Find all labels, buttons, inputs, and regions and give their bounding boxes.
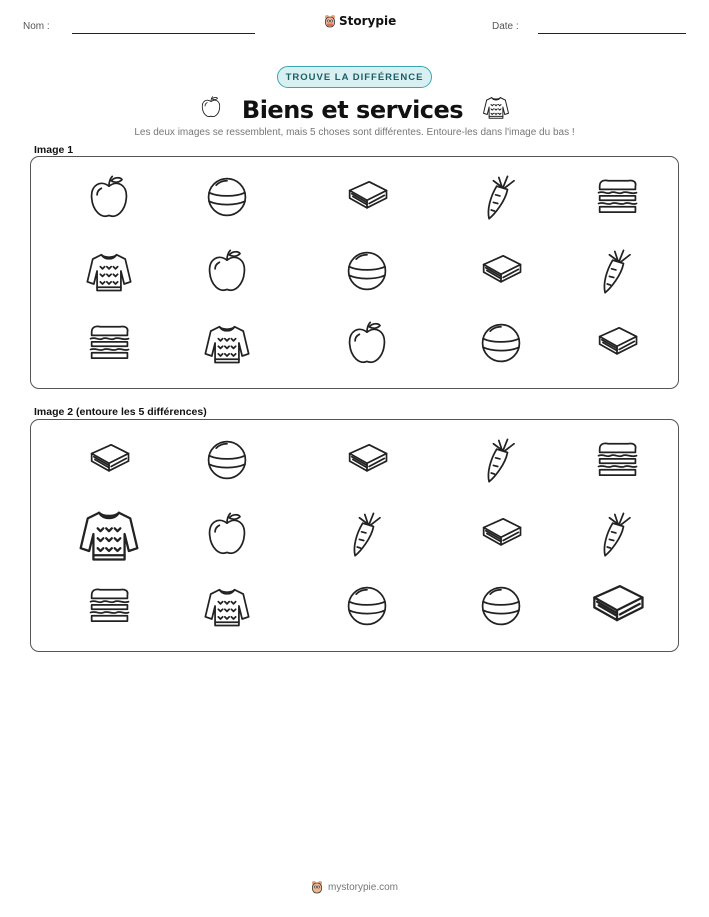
image2-ball-icon[interactable] bbox=[201, 434, 253, 486]
footer bbox=[0, 880, 709, 894]
footer-url[interactable]: mystorypie.com bbox=[327, 881, 398, 893]
image1-label: Image 1 bbox=[34, 144, 74, 156]
image2-carrot-icon[interactable] bbox=[591, 508, 643, 560]
image1-ball-icon bbox=[341, 245, 393, 297]
image1-ball-icon bbox=[201, 171, 253, 223]
image1-apple-icon bbox=[83, 171, 135, 223]
image1-sweater-icon bbox=[83, 245, 135, 297]
storypie-mascot-icon bbox=[324, 14, 336, 28]
image2-book-icon[interactable] bbox=[341, 434, 393, 486]
page-title: Biens et services bbox=[241, 95, 464, 124]
image1-ball-icon bbox=[475, 317, 527, 369]
image2-sandwich-icon[interactable] bbox=[83, 580, 135, 632]
image2-apple-icon[interactable] bbox=[201, 508, 253, 560]
image1-sweater-icon bbox=[201, 317, 253, 369]
image1-apple-icon bbox=[341, 317, 393, 369]
image1-panel bbox=[30, 156, 679, 389]
brand-name: Storypie bbox=[339, 14, 397, 28]
image2-sweater-icon[interactable] bbox=[201, 580, 253, 632]
image2-sweater-icon[interactable] bbox=[75, 500, 143, 568]
image2-carrot-icon[interactable] bbox=[475, 434, 527, 486]
name-label: Nom : bbox=[23, 21, 50, 32]
brand-logo bbox=[324, 14, 396, 28]
image1-sandwich-icon bbox=[591, 171, 643, 223]
date-label: Date : bbox=[492, 21, 519, 32]
image2-carrot-icon[interactable] bbox=[341, 508, 393, 560]
name-line[interactable] bbox=[72, 33, 255, 34]
sweater-icon bbox=[481, 92, 511, 127]
image1-carrot-icon bbox=[591, 245, 643, 297]
image2-ball-icon[interactable] bbox=[341, 580, 393, 632]
image1-apple-icon bbox=[201, 245, 253, 297]
activity-badge: TROUVE LA DIFFÉRENCE bbox=[277, 66, 432, 88]
image1-book-icon bbox=[341, 171, 393, 223]
title-row bbox=[0, 92, 709, 127]
image2-book-icon[interactable] bbox=[475, 508, 527, 560]
storypie-mascot-icon bbox=[311, 880, 323, 894]
image2-book-icon[interactable] bbox=[83, 434, 135, 486]
image1-book-icon bbox=[591, 317, 643, 369]
image2-sandwich-icon[interactable] bbox=[591, 434, 643, 486]
instructions: Les deux images se ressemblent, mais 5 choses sont différentes. Entoure-les dans l'image du bas ! bbox=[134, 127, 575, 138]
image2-panel[interactable] bbox=[30, 419, 679, 652]
apple-icon bbox=[198, 94, 224, 125]
date-line[interactable] bbox=[538, 33, 686, 34]
image1-sandwich-icon bbox=[83, 317, 135, 369]
image1-book-icon bbox=[475, 245, 527, 297]
image2-ball-icon[interactable] bbox=[475, 580, 527, 632]
image1-carrot-icon bbox=[475, 171, 527, 223]
image2-book-icon[interactable] bbox=[583, 572, 651, 640]
image2-label: Image 2 (entoure les 5 différences) bbox=[34, 406, 207, 418]
